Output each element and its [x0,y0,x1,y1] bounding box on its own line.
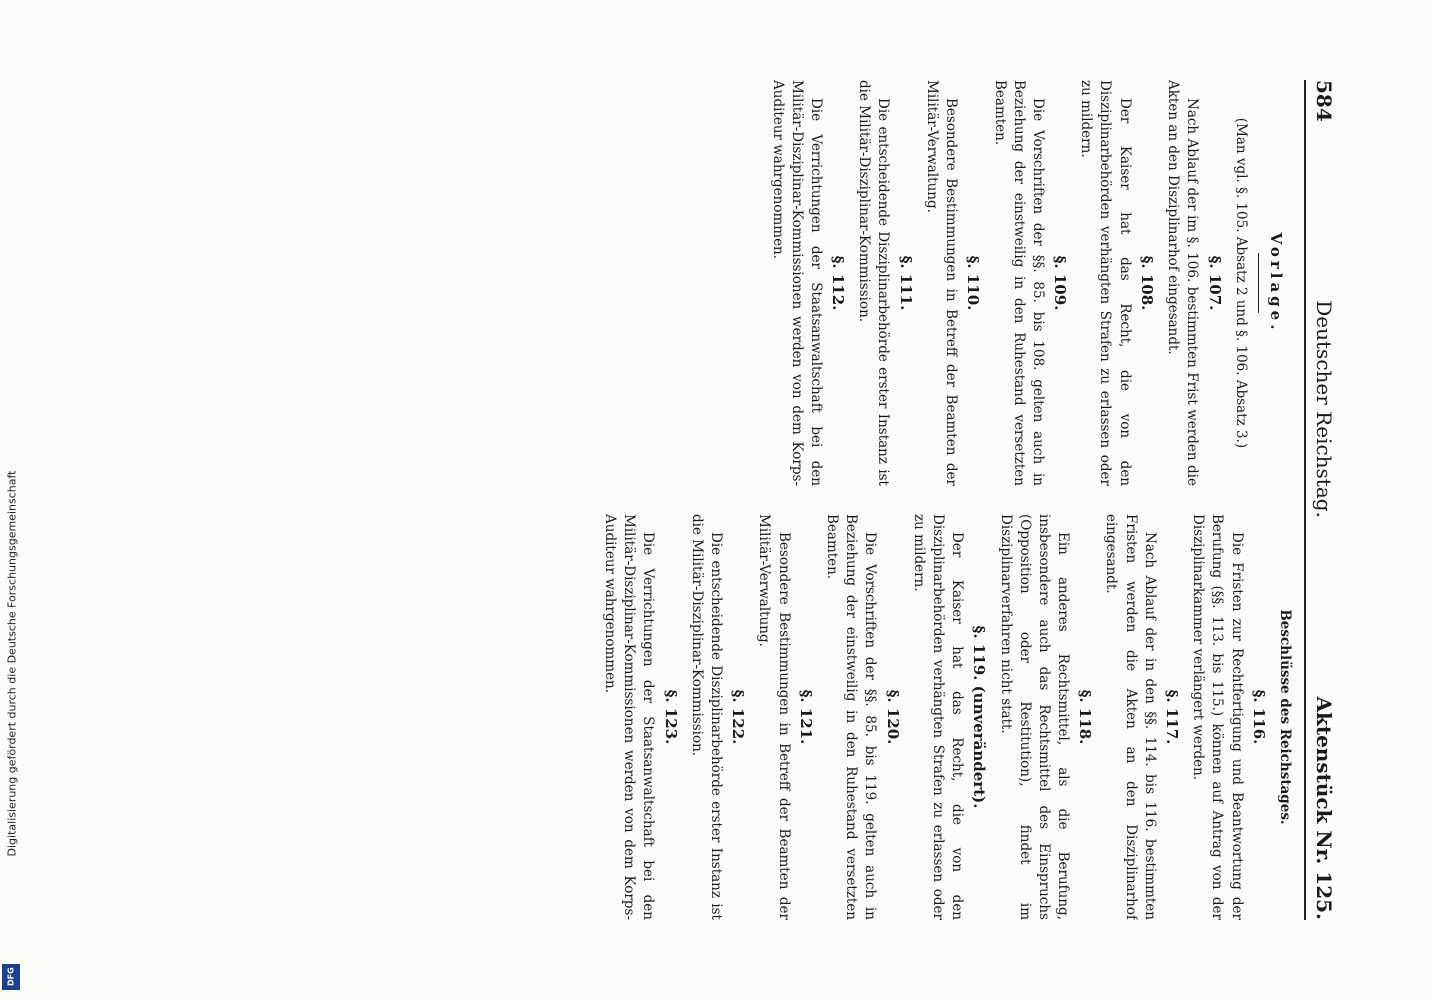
section-number: §. 112. [829,255,848,311]
left-column [114,80,1294,486]
section [687,514,749,920]
section-text: Die Vorschriften der §§. 85. bis 108. gelten auch in Beziehung der einstweilig in den Ruhestand versetzten Beamten. [991,80,1046,486]
dfg-logo: DFG [2,964,20,990]
left-column-title: Vorlage. [1267,232,1285,334]
section [854,80,916,486]
section [909,514,990,920]
section [600,514,681,920]
section-text: Nach Ablauf der in den §§. 114. bis 116. bestimmten Fristen werden die Akten an den Disziplinarhof eingesandt. [1103,514,1158,920]
section-number: §. 122. [729,689,748,745]
section-number: §. 108. [1137,255,1156,311]
section-number: §. 109. [1051,255,1070,311]
right-column-title: Beschlüsse des Reichstages. [1277,609,1293,825]
section-number: §. 116. [1249,689,1268,745]
section [995,514,1095,920]
section [754,514,816,920]
section-number: §. 123. [661,689,680,745]
page-number: 584 [1312,80,1336,122]
section-number: §. 118. [1076,689,1095,745]
divider [1258,253,1259,313]
section-text: Der Kaiser hat das Recht, die von den Disziplinarbehörden verhängten Strafen zu erlassen oder zu mildern. [1078,80,1133,486]
section [989,80,1070,486]
section-text: Die Verrichtungen der Staatsanwaltschaft bei den Militär-Disziplinar-Kommissionen werden von dem Korps-Auditeur wahrgenommen. [769,80,824,486]
section-number: §. 110. [964,255,983,311]
right-column [114,514,1294,920]
text-columns [114,80,1294,920]
section-text: Nach Ablauf der im §. 106. bestimmten Frist werden die Akten an den Disziplinarhof eingesandt. [1165,80,1201,486]
section-text: Die Verrichtungen der Staatsanwaltschaft bei den Militär-Disziplinar-Kommissionen werden von dem Korps-Auditeur wahrgenommen. [602,514,657,920]
right-sections [600,514,1269,920]
section [767,80,848,486]
section [1101,514,1182,920]
funding-notice [0,0,24,1000]
section-number: §. 117. [1163,689,1182,745]
funding-text: Digitalisierung gefördert durch die Deutsche Forschungsgemeinschaft [5,470,19,857]
page-header [1304,80,1336,920]
section [822,514,903,920]
section-text: Besondere Bestimmungen in Betreff der Beamten der Militär-Verwaltung. [756,514,792,920]
section [1163,80,1225,486]
section-number: §. 107. [1205,255,1224,311]
section-text: Die entscheidende Disziplinarbehörde erster Instanz ist die Militär-Disziplinar-Kommission. [856,80,892,486]
section-text: Besondere Bestimmungen in Betreff der Beamten der Militär-Verwaltung. [923,80,960,486]
section [1188,514,1269,920]
cross-reference: (Man vgl. §. 105. Absatz 2 und §. 106. Absatz 3.) [1232,117,1249,449]
section-number: §. 121. [796,689,815,745]
section-text: Die Vorschriften der §§. 85. bis 119. gelten auch in Beziehung der einstweilig in den Ruhestand versetzten Beamten. [824,514,879,920]
section-text: Ein anderes Rechtsmittel, als die Berufung, insbesondere auch das Rechtsmittel des Einspruchs (Opposition oder Restitution), findet im Disziplinarverfahren nicht statt. [997,514,1072,920]
section [922,80,984,486]
section-text: Die Fristen zur Rechtfertigung und Beantwortung der Berufung (§§. 113. bis 115.) können auf Antrag von der Disziplinarkammer verlängert werden. [1190,514,1245,920]
section-number: §. 120. [883,689,902,745]
section [1076,80,1157,486]
document-page [56,20,1376,980]
section-number: §. 111. [896,255,915,311]
section-text: Der Kaiser hat das Recht, die von den Disziplinarbehörden verhängten Strafen zu erlassen oder zu mildern. [910,514,966,920]
document-number: Aktenstück Nr. 125. [1312,696,1336,920]
section-text: Die entscheidende Disziplinarbehörde erster Instanz ist die Militär-Disziplinar-Kommission. [688,514,724,920]
section-number: §. 119. (unverändert). [970,625,989,809]
left-sections [767,80,1224,486]
publication-title: Deutscher Reichstag. [1312,300,1336,518]
